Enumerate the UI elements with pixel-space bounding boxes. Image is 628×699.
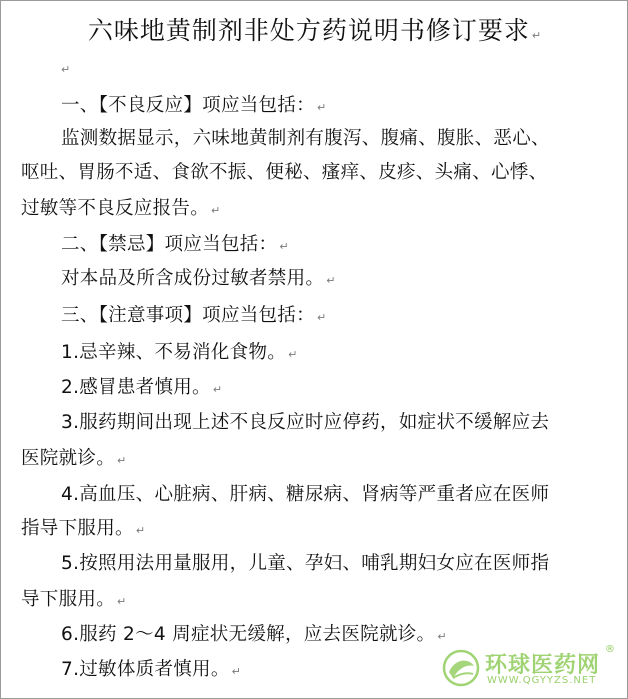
text-line: 过敏等不良反应报告。 ↵: [21, 198, 221, 219]
text-line: 医院就诊。 ↵: [21, 448, 127, 469]
site-watermark: [441, 644, 619, 692]
text-line: 监测数据显示，六味地黄制剂有腹泻、腹痛、腹胀、恶心、: [61, 128, 550, 149]
list-item: 2.感冒患者慎用。 ↵: [61, 377, 223, 398]
section-heading-contraindications: 二、【禁忌】项应当包括： ↵: [61, 234, 289, 255]
paragraph-mark: ↵: [531, 29, 543, 42]
list-item: 3.服药期间出现上述不良反应时应停药，如症状不缓解应去: [61, 412, 550, 433]
title-text: 六味地黄制剂非处方药说明书修订要求: [87, 16, 530, 45]
paragraph-mark: ↵: [212, 383, 223, 396]
paragraph-mark: ↵: [117, 454, 127, 467]
list-item: 1.忌辛辣、不易消化食物。 ↵: [61, 342, 298, 363]
list-item: 7.过敏体质者慎用。 ↵: [61, 659, 242, 680]
paragraph-mark: ↵: [288, 348, 298, 361]
section-heading-adverse-reactions: 一、【不良反应】项应当包括： ↵: [61, 95, 327, 116]
list-item: 6.服药 2～4 周症状无缓解，应去医院就诊。 ↵: [61, 624, 447, 645]
paragraph-mark: ↵: [211, 204, 221, 217]
section-heading-precautions: 三、【注意事项】项应当包括： ↵: [61, 305, 327, 326]
paragraph-mark: ↵: [279, 240, 289, 253]
watermark-url: WWW.QGYYZS.NET: [487, 675, 597, 686]
text-line: 呕吐、胃肠不适、食欲不振、便秘、瘙痒、皮疹、头痛、心悸、: [21, 162, 548, 183]
text-line: 导下服用。 ↵: [21, 589, 127, 610]
list-item: 4.高血压、心脏病、肝病、糖尿病、肾病等严重者应在医师: [61, 484, 550, 505]
registered-mark: ®: [605, 644, 615, 655]
globe-leaf-icon: [441, 648, 481, 688]
watermark-name: 环球医药网: [485, 653, 601, 678]
paragraph-mark: ↵: [437, 630, 447, 643]
paragraph-mark: ↵: [117, 595, 127, 608]
paragraph-mark: ↵: [135, 524, 146, 537]
text-line: 对本品及所含成份过敏者禁用。 ↵: [61, 268, 336, 289]
paragraph-mark: ↵: [316, 311, 327, 324]
paragraph-mark: ↵: [316, 101, 327, 114]
paragraph-mark: ↵: [231, 665, 242, 678]
text-line: 指导下服用。 ↵: [21, 518, 146, 539]
document-title: [1, 15, 628, 52]
list-item: 5.按照用法用量服用，儿童、孕妇、哺乳期妇女应在医师指: [61, 553, 550, 574]
paragraph-mark: ↵: [61, 63, 71, 76]
paragraph-mark: ↵: [326, 274, 336, 287]
